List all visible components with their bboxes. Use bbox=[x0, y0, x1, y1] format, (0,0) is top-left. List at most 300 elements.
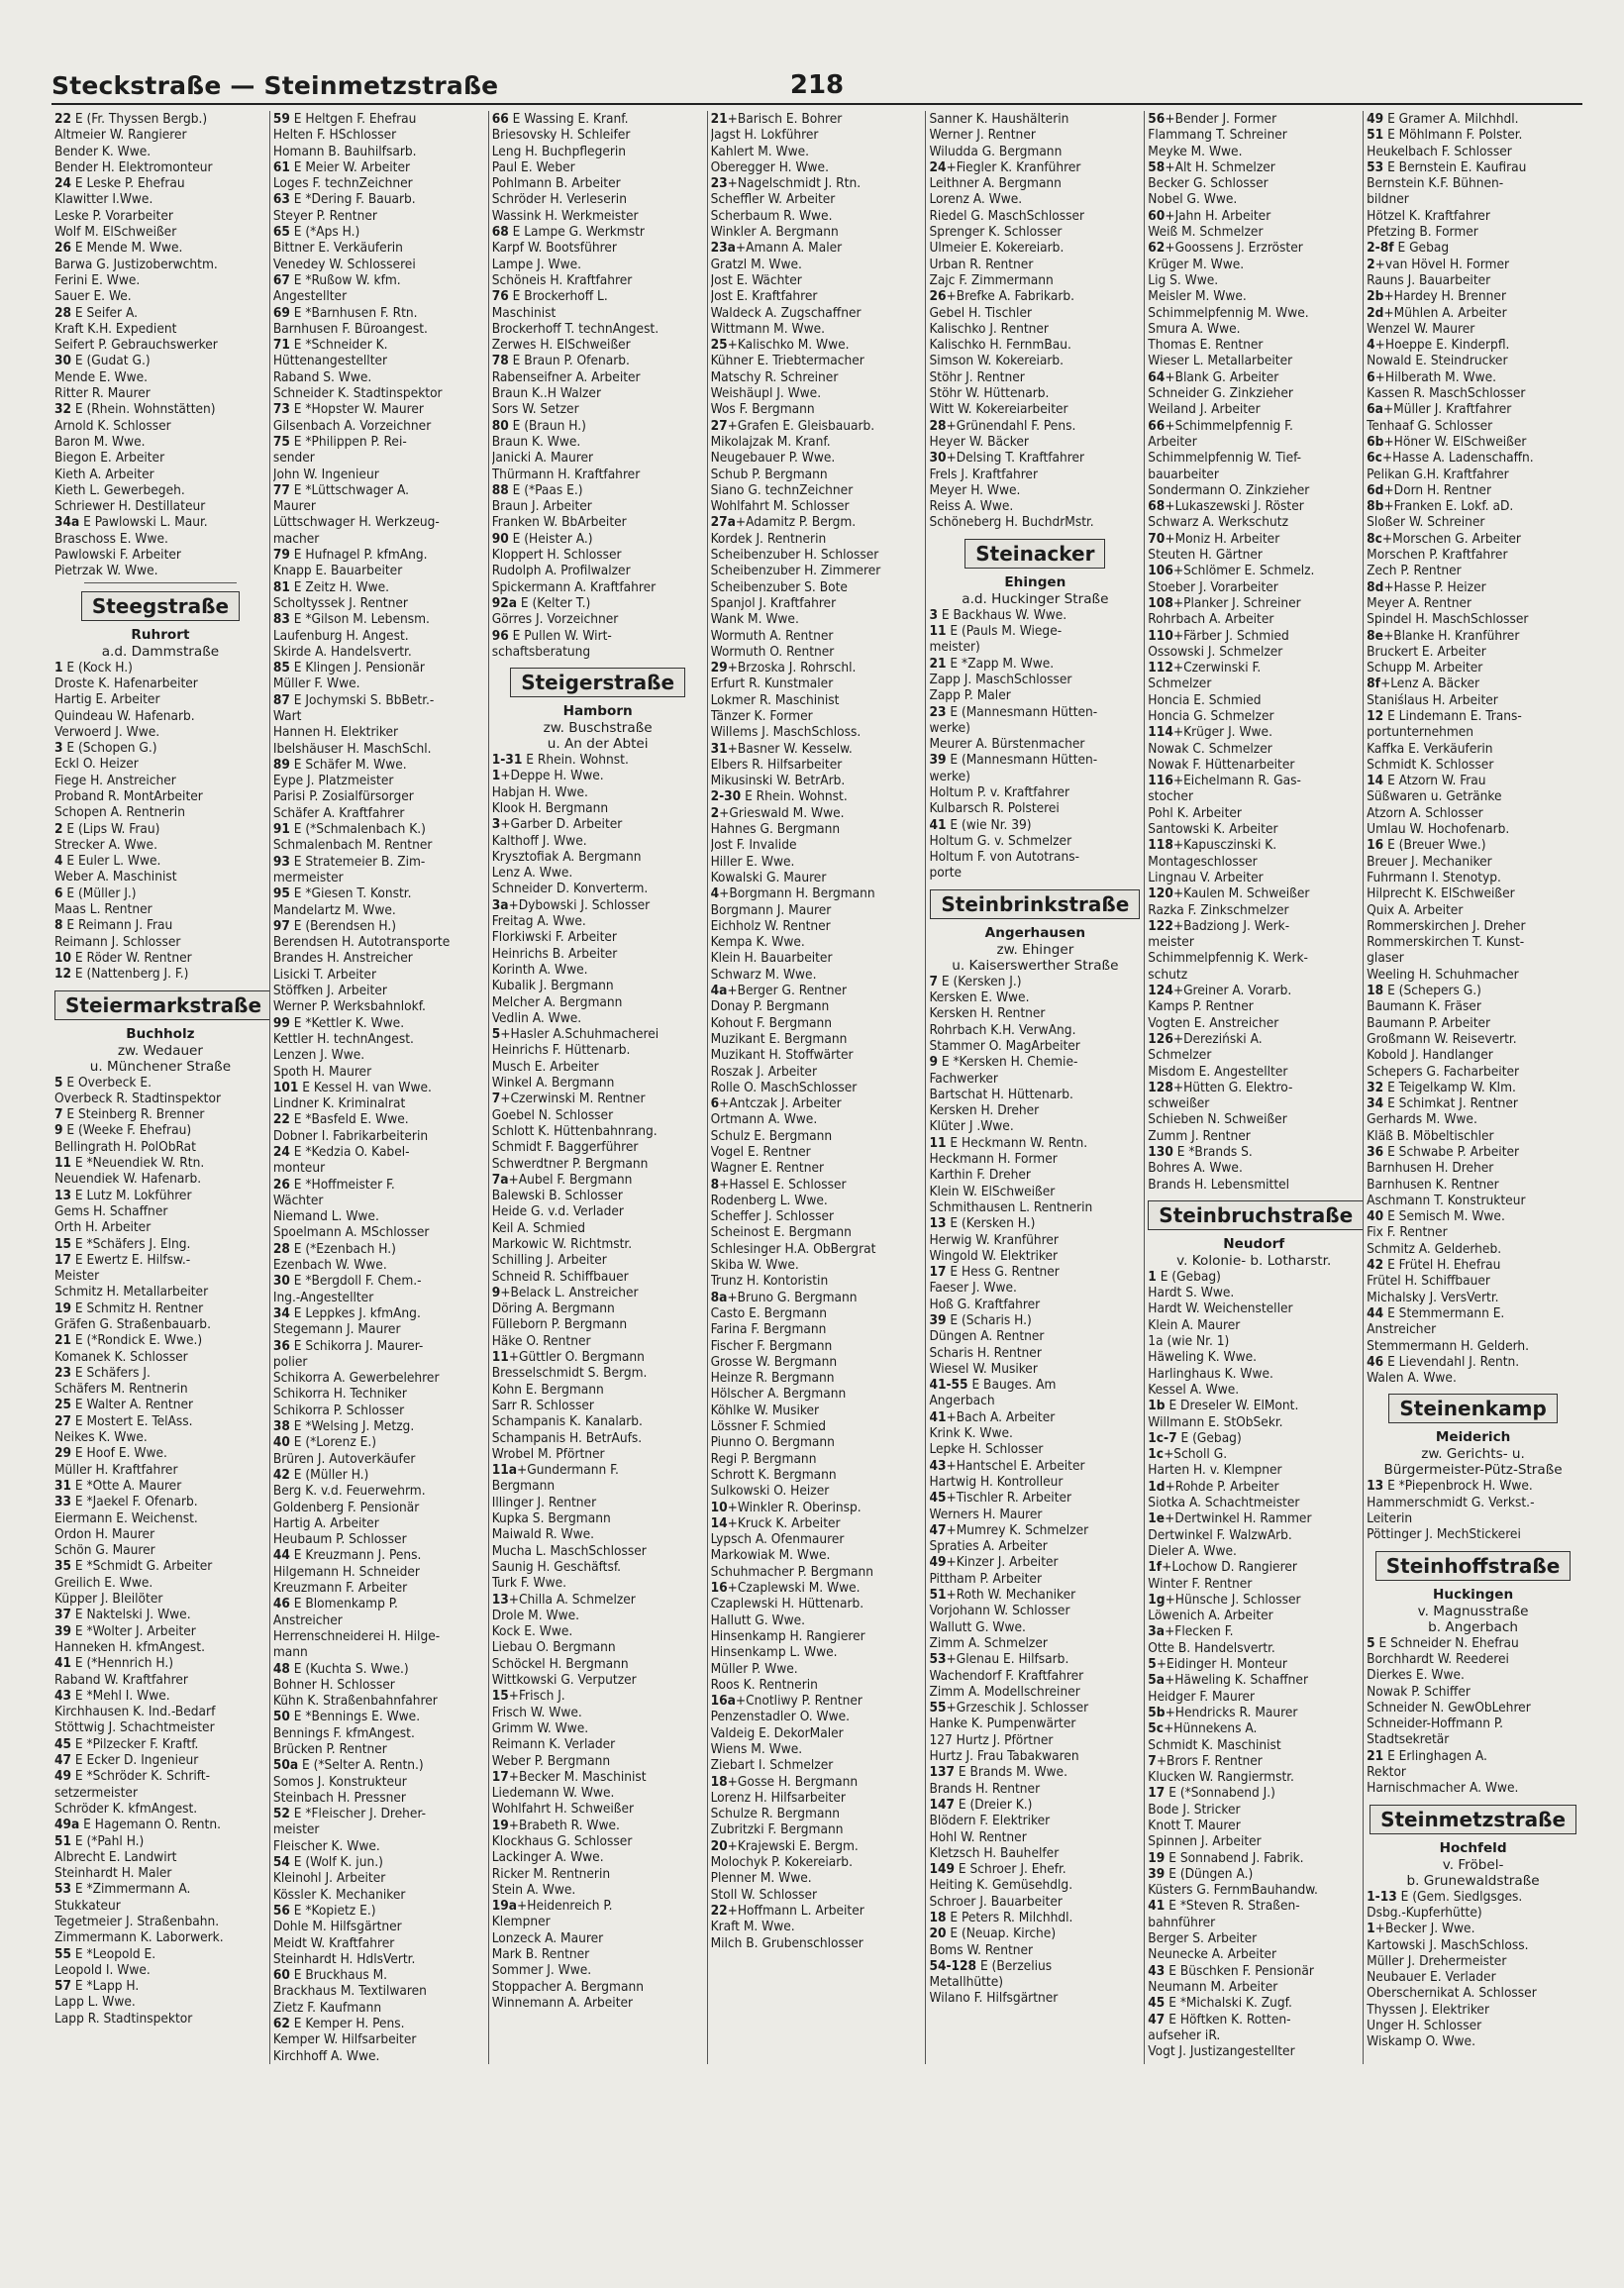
house-number: 2d bbox=[1367, 304, 1384, 321]
house-number: 23 bbox=[54, 1364, 72, 1381]
directory-entry bbox=[54, 1817, 266, 1832]
house-number: 112 bbox=[1148, 660, 1173, 676]
directory-entry: Muzikant E. Bergmann bbox=[710, 1030, 848, 1047]
house-number: 64 bbox=[1148, 368, 1166, 385]
directory-entry: Maschinist bbox=[491, 304, 557, 321]
directory-entry: schutz bbox=[1148, 966, 1188, 983]
directory-entry: Lindner K. Kriminalrat bbox=[272, 1095, 406, 1112]
entry-text: E (Braun H.) bbox=[508, 417, 586, 434]
house-number: 55 bbox=[929, 1700, 947, 1716]
directory-entry bbox=[929, 607, 1141, 623]
directory-entry: Hardt W. Weichensteller bbox=[1148, 1300, 1293, 1317]
directory-entry: Holtum G. v. Schmelzer bbox=[929, 832, 1072, 849]
directory-entry: Lenz A. Wwe. bbox=[491, 865, 573, 882]
house-number: 1-13 bbox=[1367, 1888, 1397, 1905]
directory-entry: Brüren J. Autoverkäufer bbox=[272, 1450, 416, 1467]
directory-entry: Reimann J. Schlosser bbox=[54, 933, 181, 950]
directory-entry: Overbeck R. Stadtinspektor bbox=[54, 1090, 221, 1106]
entry-text: E (Fr. Thyssen Bergb.) bbox=[71, 111, 208, 127]
house-number: 34a bbox=[54, 514, 80, 531]
directory-entry bbox=[273, 159, 485, 175]
house-number: 6 bbox=[1367, 368, 1375, 385]
house-number: 10 bbox=[54, 949, 72, 966]
directory-entry: Rommerskirchen T. Kunst- bbox=[1367, 934, 1525, 951]
house-number: 92a bbox=[491, 594, 517, 611]
entry-text: E Rhein. Wohnst. bbox=[522, 752, 629, 769]
directory-entry bbox=[1148, 1510, 1360, 1526]
directory-entry: Albrecht E. Landwirt bbox=[54, 1848, 177, 1865]
entry-text: +Alt H. Schmelzer bbox=[1165, 158, 1275, 175]
directory-entry bbox=[1367, 257, 1579, 272]
directory-entry: Brackhaus M. Textilwaren bbox=[272, 1983, 427, 2000]
entry-text: +Garber D. Arbeiter bbox=[500, 816, 623, 833]
directory-entry bbox=[1367, 773, 1579, 788]
entry-text: E (Dreier K.) bbox=[954, 1796, 1033, 1813]
entry-text: E *Welsing J. Metzg. bbox=[289, 1418, 415, 1435]
house-number: 68 bbox=[1148, 498, 1166, 515]
house-number: 39 bbox=[1148, 1865, 1166, 1882]
directory-entry: Süßwaren u. Getränke bbox=[1367, 788, 1502, 805]
directory-entry: Klawitter I.Wwe. bbox=[54, 191, 153, 208]
entry-text: E Reimann J. Frau bbox=[62, 917, 173, 934]
directory-entry: setzermeister bbox=[54, 1784, 138, 1801]
directory-entry: Lisicki T. Arbeiter bbox=[272, 966, 376, 983]
directory-entry: Matschy R. Schreiner bbox=[710, 368, 839, 385]
directory-entry: Schampanis K. Kanalarb. bbox=[491, 1413, 643, 1430]
directory-entry: Gräfen G. Straßenbauarb. bbox=[54, 1316, 211, 1332]
directory-entry bbox=[1367, 676, 1579, 691]
entry-text: E Pawlowski L. Maur. bbox=[79, 514, 208, 531]
directory-entry: Stöffken J. Arbeiter bbox=[272, 983, 387, 999]
directory-entry: Jost E. Kraftfahrer bbox=[710, 288, 818, 305]
house-number: 54-128 bbox=[929, 1957, 977, 1974]
house-number: 1c bbox=[1148, 1446, 1165, 1463]
directory-entry: Leopold I. Wwe. bbox=[54, 1961, 151, 1978]
directory-entry: glaser bbox=[1367, 950, 1404, 967]
entry-text: E Heltgen F. Ehefrau bbox=[289, 111, 417, 127]
house-number: 70 bbox=[1148, 530, 1166, 547]
directory-entry bbox=[711, 514, 923, 530]
house-number: 3 bbox=[491, 816, 501, 833]
directory-entry: Hinsenkamp H. Rangierer bbox=[710, 1627, 865, 1644]
entry-text: +Bruno G. Bergmann bbox=[727, 1289, 858, 1305]
directory-entry: Schmitz A. Gelderheb. bbox=[1367, 1240, 1502, 1257]
directory-entry bbox=[273, 1015, 485, 1031]
directory-entry bbox=[1148, 1479, 1360, 1495]
house-number: 13 bbox=[491, 1591, 509, 1608]
directory-entry: Faeser J. Wwe. bbox=[929, 1280, 1017, 1297]
directory-entry: Lonzeck A. Maurer bbox=[491, 1929, 604, 1946]
directory-entry: Wieser L. Metallarbeiter bbox=[1148, 353, 1293, 369]
directory-entry bbox=[929, 418, 1141, 434]
entry-text: +Aubel F. Bergmann bbox=[508, 1171, 633, 1188]
directory-entry bbox=[711, 1095, 923, 1111]
entry-text: +Czerwinski M. Rentner bbox=[500, 1091, 646, 1107]
directory-entry: Wingold W. Elektriker bbox=[929, 1247, 1059, 1264]
directory-entry: Kobold J. Handlanger bbox=[1367, 1047, 1493, 1064]
entry-text: E Bernstein E. Kaufirau bbox=[1383, 158, 1527, 175]
entry-text: E (Kersken H.) bbox=[946, 1215, 1036, 1232]
directory-entry: Baumann P. Arbeiter bbox=[1367, 1014, 1491, 1031]
directory-entry: Braun K..H Walzer bbox=[491, 385, 601, 402]
directory-entry bbox=[929, 1054, 1141, 1070]
directory-entry bbox=[1148, 208, 1360, 224]
directory-entry: Wachendorf F. Kraftfahrer bbox=[929, 1667, 1084, 1684]
entry-text: E Gramer A. Milchhdl. bbox=[1383, 111, 1519, 127]
house-number: 43 bbox=[929, 1457, 947, 1474]
directory-entry: Schroer J. Bauarbeiter bbox=[929, 1893, 1063, 1910]
entry-text: E (Nattenberg J. F.) bbox=[71, 966, 189, 983]
entry-text: +Adamitz P. Bergm. bbox=[735, 514, 857, 531]
directory-entry: Sondermann O. Zinkzieher bbox=[1148, 481, 1310, 498]
entry-text: +Goossens J. Erzröster bbox=[1165, 240, 1303, 257]
house-number: 2 bbox=[54, 820, 63, 837]
house-number: 8a bbox=[710, 1289, 728, 1305]
directory-entry: 1a (wie Nr. 1) bbox=[1148, 1333, 1230, 1350]
directory-entry bbox=[1367, 579, 1579, 595]
entry-text: +Borgmann H. Bergmann bbox=[719, 885, 875, 902]
directory-entry: Scherbaum R. Wwe. bbox=[710, 207, 833, 224]
directory-entry: Michalsky J. VersVertr. bbox=[1367, 1289, 1499, 1305]
entry-text: E *Michalski K. Zugf. bbox=[1165, 1995, 1292, 2012]
directory-entry bbox=[929, 974, 1141, 989]
directory-entry: Hurtz J. Frau Tabakwaren bbox=[929, 1748, 1079, 1765]
directory-entry: Wächter bbox=[272, 1192, 324, 1208]
entry-text: E (Gebag) bbox=[1156, 1268, 1221, 1285]
directory-entry: Wrobel M. Pförtner bbox=[491, 1445, 605, 1462]
directory-entry: Spickermann A. Kraftfahrer bbox=[491, 578, 657, 595]
directory-entry bbox=[929, 1910, 1141, 1925]
directory-entry: Kläß B. Möbeltischler bbox=[1367, 1127, 1494, 1144]
house-number: 13 bbox=[54, 1187, 72, 1203]
directory-entry bbox=[273, 1305, 485, 1321]
house-number: 50a bbox=[272, 1757, 299, 1774]
directory-entry bbox=[54, 175, 266, 191]
directory-entry bbox=[1367, 111, 1579, 127]
directory-entry: Spraties A. Arbeiter bbox=[929, 1538, 1048, 1555]
directory-entry: Pöttinger J. MechStickerei bbox=[1367, 1526, 1521, 1543]
house-number: 42 bbox=[1367, 1257, 1384, 1274]
entry-text: E *Kettler K. Wwe. bbox=[289, 1014, 405, 1031]
house-number: 124 bbox=[1148, 983, 1173, 999]
directory-entry: Karpf W. Bootsführer bbox=[491, 240, 617, 257]
directory-entry: Donay P. Bergmann bbox=[710, 998, 830, 1015]
directory-entry: Dertwinkel F. WalzwArb. bbox=[1148, 1526, 1292, 1543]
directory-entry: Simson W. Kokereiarb. bbox=[929, 353, 1065, 369]
directory-entry bbox=[54, 111, 266, 127]
directory-entry: Greilich E. Wwe. bbox=[54, 1574, 153, 1591]
house-number: 18 bbox=[710, 1773, 728, 1790]
house-number: 49 bbox=[929, 1554, 947, 1571]
directory-entry: Schrott K. Bergmann bbox=[710, 1466, 837, 1483]
house-number: 25 bbox=[710, 337, 728, 354]
directory-entry: Pittham P. Arbeiter bbox=[929, 1570, 1042, 1587]
directory-entry bbox=[1148, 1430, 1360, 1446]
directory-entry: Schöneberg H. BuchdrMstr. bbox=[929, 514, 1094, 531]
directory-entry: Fix F. Rentner bbox=[1367, 1224, 1448, 1241]
directory-entry: Kersken H. Dreher bbox=[929, 1102, 1040, 1119]
entry-text: +Belack L. Anstreicher bbox=[500, 1284, 639, 1300]
directory-entry: Otte B. Handelsvertr. bbox=[1148, 1639, 1275, 1656]
entry-text: E (Schopen G.) bbox=[62, 740, 157, 757]
entry-text: E Leppkes J. kfmAng. bbox=[289, 1304, 421, 1321]
directory-entry bbox=[54, 1494, 266, 1509]
house-number: 44 bbox=[1367, 1304, 1384, 1321]
directory-entry bbox=[54, 1881, 266, 1897]
directory-entry: Küsters G. FernmBauhandw. bbox=[1148, 1882, 1318, 1899]
house-number: 11 bbox=[929, 1134, 947, 1151]
directory-entry: Rolle O. MaschSchlosser bbox=[710, 1079, 858, 1095]
directory-entry: Wiesel W. Musiker bbox=[929, 1360, 1038, 1377]
entry-text: E Lindemann E. Trans- bbox=[1383, 707, 1522, 724]
directory-entry bbox=[1367, 983, 1579, 998]
directory-entry: Bittner E. Verkäuferin bbox=[272, 240, 403, 257]
directory-entry: Weber P. Bergmann bbox=[491, 1752, 611, 1769]
house-number: 4 bbox=[710, 885, 720, 902]
directory-entry: Thomas E. Rentner bbox=[1148, 337, 1264, 354]
house-number: 63 bbox=[272, 191, 290, 208]
house-number: 17 bbox=[54, 1251, 72, 1268]
street-title: Steinenkamp bbox=[1388, 1394, 1557, 1423]
directory-entry: Harnischmacher A. Wwe. bbox=[1367, 1780, 1519, 1797]
house-number: 3 bbox=[929, 606, 938, 623]
directory-entry: Dsbg.-Kupferhütte) bbox=[1367, 1904, 1482, 1921]
house-number: 35 bbox=[54, 1558, 72, 1575]
house-number: 4 bbox=[1367, 337, 1375, 354]
house-number: 11 bbox=[929, 623, 947, 640]
directory-entry: Brands H. Rentner bbox=[929, 1780, 1041, 1797]
directory-entry: Stadtsekretär bbox=[1367, 1731, 1450, 1748]
directory-entry: Kletzsch H. Bauhelfer bbox=[929, 1844, 1060, 1861]
directory-entry: Tenhaaf G. Schlosser bbox=[1367, 417, 1493, 434]
directory-entry bbox=[711, 741, 923, 757]
directory-entry bbox=[54, 1365, 266, 1381]
directory-entry bbox=[273, 1903, 485, 1919]
directory-entry: Schneider-Hoffmann P. bbox=[1367, 1716, 1503, 1732]
house-number: 26 bbox=[272, 1176, 290, 1193]
directory-entry: Keil A. Schmied bbox=[491, 1219, 586, 1236]
house-number: 73 bbox=[272, 401, 290, 418]
house-number: 6d bbox=[1367, 481, 1384, 498]
entry-text: E *Fleischer J. Dreher- bbox=[289, 1806, 427, 1822]
directory-entry: macher bbox=[272, 530, 320, 547]
directory-entry bbox=[54, 1122, 266, 1138]
street-title: Steinbruchstraße bbox=[1148, 1200, 1364, 1230]
directory-entry: mann bbox=[272, 1644, 308, 1661]
directory-entry: Maas L. Rentner bbox=[54, 901, 152, 918]
directory-entry bbox=[1367, 1305, 1579, 1321]
entry-text: E (*Sonnabend J.) bbox=[1165, 1785, 1275, 1802]
directory-entry: Waldeck A. Zugschaffner bbox=[710, 304, 862, 321]
directory-entry: Vedlin A. Wwe. bbox=[491, 1009, 582, 1026]
entry-text: +van Hövel H. Former bbox=[1374, 256, 1510, 272]
house-number: 54 bbox=[272, 1854, 290, 1871]
directory-entry: Zajc F. Zimmermann bbox=[929, 271, 1054, 288]
directory-entry: Tegetmeier J. Straßenbahn. bbox=[54, 1913, 220, 1929]
entry-text: E Hoof E. Wwe. bbox=[71, 1445, 167, 1462]
directory-entry: Scheffer J. Schlosser bbox=[710, 1208, 834, 1225]
directory-entry: Sauer E. We. bbox=[54, 288, 132, 305]
entry-text: E Büschken F. Pensionär bbox=[1165, 1962, 1314, 1979]
house-number: 20 bbox=[710, 1837, 728, 1854]
house-number: 29 bbox=[54, 1445, 72, 1462]
directory-entry: Küpper J. Bleilöter bbox=[54, 1591, 163, 1608]
directory-entry: Kühn K. Straßenbahnfahrer bbox=[272, 1693, 438, 1710]
house-number: 39 bbox=[929, 1312, 947, 1328]
house-number: 21 bbox=[54, 1332, 72, 1349]
entry-text: E Peters R. Milchhdl. bbox=[946, 1909, 1073, 1925]
directory-entry bbox=[54, 353, 266, 368]
directory-entry bbox=[273, 1467, 485, 1483]
directory-entry: Kreuzmann F. Arbeiter bbox=[272, 1580, 408, 1597]
entry-text: E *Schäfers J. Elng. bbox=[71, 1235, 191, 1252]
directory-entry bbox=[54, 950, 266, 966]
directory-entry: Kordek J. Rentnerin bbox=[710, 530, 827, 547]
directory-column-col6 bbox=[1145, 111, 1364, 2064]
entry-text: +Gundermann F. bbox=[517, 1462, 619, 1479]
directory-entry: Kieth L. Gewerbegeh. bbox=[54, 481, 185, 498]
house-number: 91 bbox=[272, 821, 290, 838]
entry-text: E Pullen W. Wirt- bbox=[508, 627, 612, 644]
entry-text: E Backhaus W. Wwe. bbox=[937, 606, 1067, 623]
directory-entry: Schopen A. Rentnerin bbox=[54, 804, 185, 821]
house-number: 67 bbox=[272, 271, 290, 288]
entry-text: E (Berendsen H.) bbox=[289, 917, 396, 934]
directory-entry: Schöneis H. Kraftfahrer bbox=[491, 271, 633, 288]
directory-entry: Berg K. v.d. Feuerwehrm. bbox=[272, 1483, 426, 1500]
house-number: 85 bbox=[272, 660, 290, 676]
directory-entry bbox=[1367, 337, 1579, 353]
directory-entry: Wittmann M. Wwe. bbox=[710, 320, 825, 337]
house-number: 19a bbox=[491, 1898, 517, 1915]
entry-text: E *Kedzia O. Kabel- bbox=[289, 1144, 410, 1160]
directory-entry: Spoelmann A. MSchlosser bbox=[272, 1224, 430, 1241]
house-number: 3a bbox=[1148, 1623, 1166, 1640]
house-number: 53 bbox=[929, 1651, 947, 1668]
house-number: 47 bbox=[1148, 2011, 1166, 2028]
entry-text: E Steinberg R. Brenner bbox=[62, 1106, 205, 1123]
directory-entry bbox=[1148, 1850, 1360, 1866]
directory-entry: Spanjol J. Kraftfahrer bbox=[710, 594, 837, 611]
entry-text: E *Jaekel F. Ofenarb. bbox=[71, 1494, 198, 1510]
directory-entry bbox=[711, 1903, 923, 1919]
entry-text: E *Rußow W. kfm. bbox=[289, 271, 401, 288]
directory-entry: Mark B. Rentner bbox=[491, 1946, 590, 1963]
entry-text: +Eidinger H. Monteur bbox=[1156, 1656, 1287, 1673]
house-number: 110 bbox=[1148, 627, 1173, 644]
house-number: 6 bbox=[54, 884, 63, 901]
directory-entry bbox=[54, 1252, 266, 1268]
directory-entry: Brandes H. Anstreicher bbox=[272, 950, 413, 967]
directory-entry: Jost E. Wächter bbox=[710, 271, 802, 288]
directory-entry bbox=[1148, 1705, 1360, 1720]
directory-entry: Hartig E. Arbeiter bbox=[54, 691, 160, 708]
house-number: 59 bbox=[272, 111, 290, 127]
house-number: 1e bbox=[1148, 1510, 1166, 1527]
directory-entry: Piunno O. Bergmann bbox=[710, 1434, 835, 1451]
directory-entry: Unger H. Schlosser bbox=[1367, 2017, 1482, 2033]
directory-entry bbox=[492, 224, 704, 240]
directory-entry: Kössler K. Mechaniker bbox=[272, 1886, 406, 1903]
directory-entry bbox=[929, 1700, 1141, 1716]
directory-entry: Löwenich A. Arbeiter bbox=[1148, 1608, 1273, 1624]
directory-entry: Liedemann W. Wwe. bbox=[491, 1785, 615, 1802]
entry-text: E Atzorn W. Frau bbox=[1383, 773, 1486, 789]
house-number: 58 bbox=[1148, 158, 1166, 175]
directory-entry: Dohle M. Hilfsgärtner bbox=[272, 1919, 402, 1935]
directory-entry: Markowic W. Richtmstr. bbox=[491, 1236, 633, 1252]
directory-entry bbox=[54, 1397, 266, 1412]
house-number: 48 bbox=[272, 1660, 290, 1677]
house-number: 66 bbox=[1148, 417, 1166, 434]
entry-text: +Basner W. Kesselw. bbox=[727, 740, 853, 757]
directory-entry: Zimm A. Modellschreiner bbox=[929, 1683, 1080, 1700]
directory-entry bbox=[54, 1768, 266, 1784]
directory-entry: Nobel G. Wwe. bbox=[1148, 191, 1238, 208]
directory-entry bbox=[929, 1587, 1141, 1603]
directory-entry: Quix A. Arbeiter bbox=[1367, 901, 1464, 918]
entry-text: +Tischler R. Arbeiter bbox=[946, 1490, 1072, 1507]
entry-text: +Kaulen M. Schweißer bbox=[1172, 885, 1310, 902]
entry-text: E *Kopietz E.) bbox=[289, 1902, 376, 1919]
directory-entry: Schikorra A. Gewerbelehrer bbox=[272, 1370, 440, 1387]
directory-entry: Stöttwig J. Schachtmeister bbox=[54, 1719, 215, 1736]
house-number: 17 bbox=[929, 1264, 947, 1281]
directory-entry bbox=[492, 1026, 704, 1042]
directory-entry: Spinnen J. Arbeiter bbox=[1148, 1833, 1262, 1850]
entry-text: E (Lips W. Frau) bbox=[62, 820, 160, 837]
directory-entry: Stoll W. Schlosser bbox=[710, 1886, 818, 1903]
directory-entry: Sprenger K. Schlosser bbox=[929, 224, 1063, 241]
directory-entry: Franken W. BbArbeiter bbox=[491, 514, 627, 531]
house-number: 38 bbox=[272, 1418, 290, 1435]
directory-entry: Schmelzer bbox=[1148, 1047, 1212, 1064]
directory-entry: bildner bbox=[1367, 191, 1409, 208]
house-number: 1c-7 bbox=[1148, 1429, 1177, 1446]
directory-entry bbox=[929, 704, 1141, 720]
house-number: 36 bbox=[1367, 1144, 1384, 1160]
directory-entry: Frütel H. Schiffbauer bbox=[1367, 1273, 1490, 1290]
house-number: 24 bbox=[929, 158, 947, 175]
directory-entry: Zech P. Rentner bbox=[1367, 563, 1462, 579]
directory-entry bbox=[492, 1285, 704, 1300]
entry-text: +Deppe H. Wwe. bbox=[500, 768, 604, 784]
entry-text: +Hantschel E. Arbeiter bbox=[946, 1457, 1085, 1474]
directory-entry bbox=[929, 450, 1141, 466]
directory-entry bbox=[273, 272, 485, 288]
directory-entry bbox=[1148, 983, 1360, 998]
directory-entry bbox=[273, 757, 485, 773]
house-number: 108 bbox=[1148, 594, 1173, 611]
directory-entry: Winnemann A. Arbeiter bbox=[491, 1994, 634, 2011]
directory-entry bbox=[273, 547, 485, 563]
directory-entry bbox=[929, 656, 1141, 672]
house-number: 52 bbox=[272, 1806, 290, 1822]
directory-entry: Stoppacher A. Bergmann bbox=[491, 1978, 644, 1995]
directory-entry bbox=[1367, 1748, 1579, 1764]
directory-entry: Vorjohann W. Schlosser bbox=[929, 1603, 1070, 1619]
directory-entry: Müller P. Wwe. bbox=[710, 1660, 798, 1677]
entry-text: E (Mannesmann Hütten- bbox=[946, 752, 1098, 769]
directory-entry: Parisi P. Zosialfürsorger bbox=[272, 788, 414, 805]
directory-entry bbox=[54, 1736, 266, 1752]
house-number: 14 bbox=[1367, 773, 1384, 789]
directory-entry: Casto E. Bergmann bbox=[710, 1304, 828, 1321]
entry-text: E Schmitz H. Rentner bbox=[71, 1300, 204, 1316]
directory-entry bbox=[273, 918, 485, 934]
directory-entry: Kalthoff J. Wwe. bbox=[491, 832, 587, 849]
street-extent: b. Angerbach bbox=[1428, 1618, 1518, 1635]
